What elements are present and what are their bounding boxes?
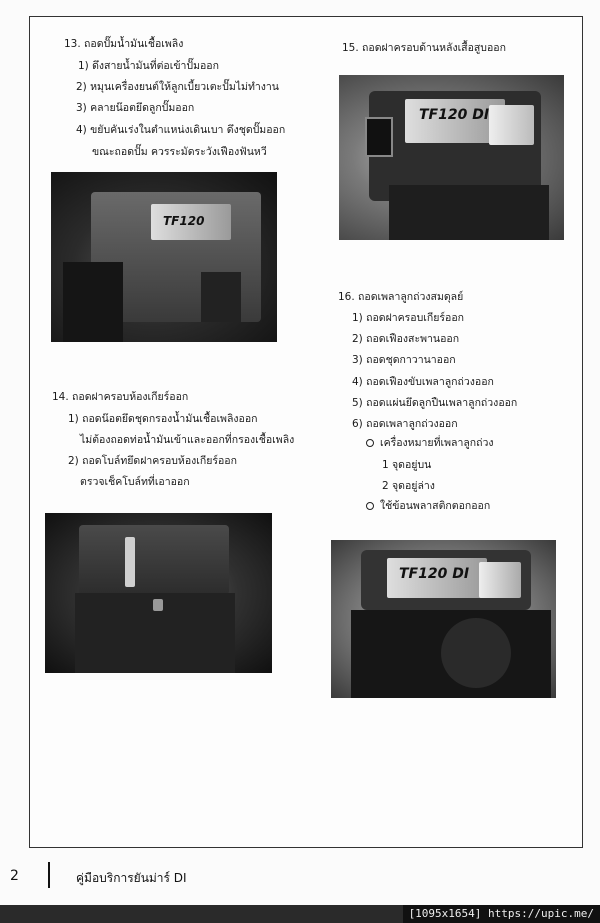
section-16-step-3: 3) ถอดชุดกาวานาออก	[352, 354, 456, 366]
watermark: [1095x1654] https://upic.me/	[403, 905, 600, 923]
section-16-sub-2: 2 จุดอยู่ล่าง	[382, 480, 435, 492]
section-16-note-2	[366, 499, 490, 513]
engine-model-label: TF120 DI	[399, 566, 470, 582]
page-number: 2	[10, 868, 19, 884]
footer-title: คู่มือบริการยันม่าร์ DI	[76, 871, 187, 885]
note-1-text: เครื่องหมายที่เพลาลูกถ่วง	[380, 437, 494, 449]
section-16-step-5: 5) ถอดแผ่นยึดลูกปืนเพลาลูกถ่วงออก	[352, 397, 518, 409]
bullet-icon	[366, 439, 374, 447]
bullet-icon	[366, 502, 374, 510]
section-14-step-2: 2) ถอดโบล์ทยึดฝาครอบห้องเกียร์ออก	[68, 455, 237, 467]
section-15-title: 15. ถอดฝาครอบด้านหลังเสื้อสูบออก	[342, 42, 506, 54]
note-2-text: ใช้ข้อนพลาสติกตอกออก	[380, 500, 491, 512]
gear-cover-photo	[45, 513, 272, 673]
pump-housing	[201, 272, 241, 322]
section-16-step-2: 2) ถอดเฟืองสะพานออก	[352, 333, 460, 345]
engine-base	[389, 185, 549, 240]
section-14-step-1: 1) ถอดน๊อตยึดชุดกรองน้ำมันเชื้อเพลิงออก	[68, 413, 258, 425]
section-14-step-1-note: ไม่ต้องถอดท่อน้ำมันเข้าและออกที่กรองเชื้อเพลิง	[80, 434, 295, 446]
section-16-step-4: 4) ถอดเฟืองขับเพลาลูกถ่วงออก	[352, 376, 494, 388]
section-13-step-3: 3) คลายน๊อตยึดลูกปั๊มออก	[76, 102, 195, 114]
section-16-title: 16. ถอดเพลาลูกถ่วงสมดุลย์	[338, 291, 464, 303]
section-16-step-6: 6) ถอดเพลาลูกถ่วงออก	[352, 418, 458, 430]
section-13-step-2: 2) หมุนเครื่องยนต์ให้ลูกเบี้ยวเตะปั๊มไม่ทำงาน	[76, 81, 279, 93]
section-13-step-4-note: ขณะถอดปั๊ม ควรระมัดระวังเฟืองฟันหวี	[92, 146, 267, 158]
engine-top	[79, 525, 229, 595]
section-16-step-1: 1) ถอดฝาครอบเกียร์ออก	[352, 312, 464, 324]
section-13-title: 13. ถอดปั๊มน้ำมันเชื้อเพลิง	[64, 38, 184, 50]
bolt-mark	[153, 599, 163, 611]
section-13-step-1: 1) ดึงสายน้ำมันที่ต่อเข้าปั๊มออก	[78, 60, 219, 72]
section-16-sub-1: 1 จุดอยู่บน	[382, 459, 432, 471]
cover-edge	[125, 537, 135, 587]
section-16-note-1	[366, 436, 494, 450]
footer-divider	[48, 862, 50, 888]
filter-unit	[489, 105, 534, 145]
section-13-step-4: 4) ขยับคันเร่งในตำแหน่งเดินเบา ดึงชุดปั๊มออก	[76, 124, 286, 136]
engine-model-label: TF120 DI	[419, 107, 490, 123]
rear-cover-photo	[339, 75, 564, 240]
balancer-shaft-photo	[331, 540, 556, 698]
section-14-step-2-note: ตรวจเช็คโบล์ทที่เอาออก	[80, 476, 190, 488]
balancer-gear	[441, 618, 511, 688]
engine-model-label: TF120	[163, 214, 205, 228]
filter-unit	[479, 562, 521, 598]
shadow-area	[63, 262, 123, 342]
section-14-title: 14. ถอดฝาครอบห้องเกียร์ออก	[52, 391, 189, 403]
removed-cover	[365, 117, 393, 157]
fuel-pump-photo	[51, 172, 277, 342]
